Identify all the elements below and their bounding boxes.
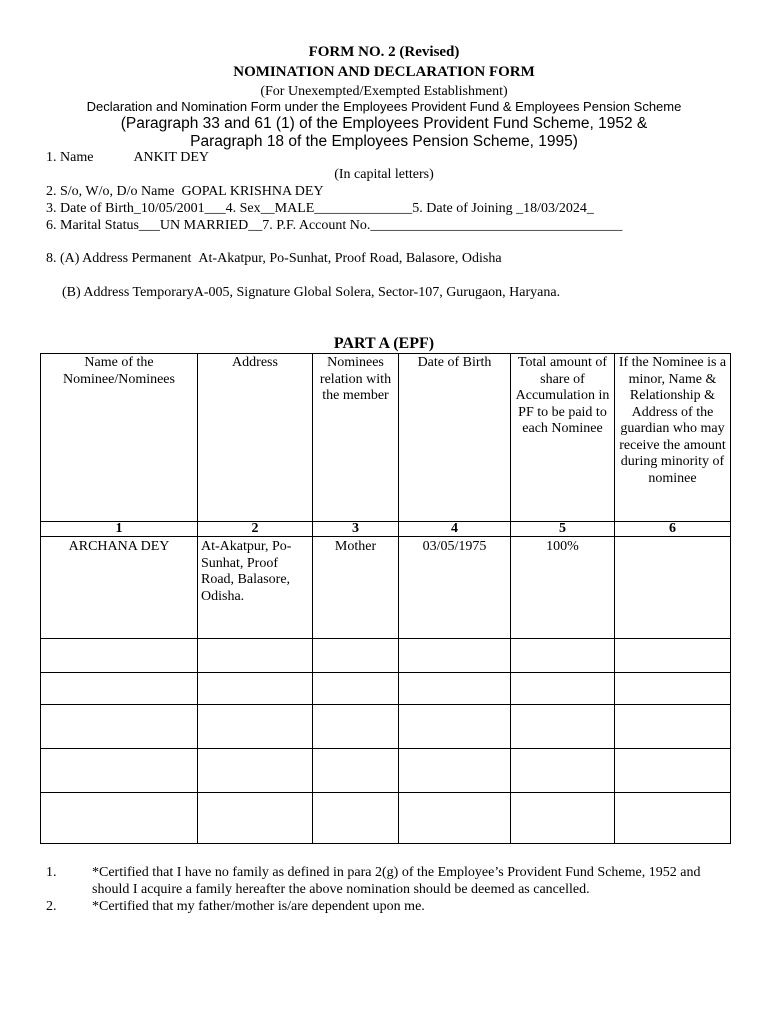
dob-sex-joining-line: 3. Date of Birth_10/05/2001___4. Sex__MALE______________5. Date of Joining _18/03/2024_	[46, 201, 594, 216]
header-address: Address	[198, 354, 313, 522]
column-number: 5	[511, 522, 615, 537]
header-share-amount: Total amount of share of Accumulation in PF to be paid to each Nominee	[511, 354, 615, 522]
permanent-address-value: At-Akatpur, Po-Sunhat, Proof Road, Balasore, Odisha	[198, 251, 502, 266]
note-text: *Certified that my father/mother is/are dependent upon me.	[92, 899, 425, 914]
declaration-line: Declaration and Nomination Form under the Employees Provident Fund & Employees Pension Scheme	[86, 99, 682, 114]
paragraph-line-2: Paragraph 18 of the Employees Pension Scheme, 1995)	[190, 133, 578, 150]
parent-name-field	[46, 184, 324, 200]
temporary-address-field	[62, 285, 560, 301]
empty-table-row	[41, 673, 731, 705]
parent-name-value: GOPAL KRISHNA DEY	[181, 184, 324, 199]
column-number: 3	[313, 522, 399, 537]
empty-table-row	[41, 705, 731, 749]
empty-table-row	[41, 749, 731, 793]
note-number: 2.	[46, 899, 57, 914]
empty-table-row	[41, 793, 731, 844]
nominee-table	[40, 353, 731, 844]
certification-notes	[46, 864, 726, 915]
column-number: 4	[399, 522, 511, 537]
nominee-guardian-cell	[615, 537, 731, 639]
note-text: *Certified that I have no family as defined in para 2(g) of the Employee’s Provident Fund Scheme, 1952 and should I acquire a family hereafter the above nomination should be deemed as cancelled.	[92, 865, 701, 897]
name-label: 1. Name	[46, 150, 94, 165]
header-guardian: If the Nominee is a minor, Name & Relationship & Address of the guardian who may receive the amount during minority of nominee	[615, 354, 731, 522]
header-nominee-name: Name of the Nominee/Nominees	[41, 354, 198, 522]
name-value: ANKIT DEY	[133, 150, 210, 165]
list-item	[46, 898, 726, 915]
nominee-name-cell: ARCHANA DEY	[41, 537, 198, 639]
empty-table-row	[41, 639, 731, 673]
nominee-address-cell: At-Akatpur, Po-Sunhat, Proof Road, Balasore, Odisha.	[198, 537, 313, 639]
form-title: NOMINATION AND DECLARATION FORM	[233, 64, 535, 80]
temporary-address-label: (B) Address Temporary	[62, 285, 194, 300]
header-relation: Nominees relation with the member	[313, 354, 399, 522]
form-number: FORM NO. 2 (Revised)	[308, 44, 460, 60]
column-number: 6	[615, 522, 731, 537]
capital-letters-note: (In capital letters)	[334, 167, 434, 182]
paragraph-line-1: (Paragraph 33 and 61 (1) of the Employees Provident Fund Scheme, 1952 &	[120, 115, 648, 132]
nominee-dob-cell: 03/05/1975	[399, 537, 511, 639]
nominee-share-cell: 100%	[511, 537, 615, 639]
note-number: 1.	[46, 865, 57, 880]
permanent-address-label: 8. (A) Address Permanent	[46, 251, 192, 266]
parent-name-label: 2. S/o, W/o, D/o Name	[46, 184, 175, 199]
table-row	[41, 537, 731, 639]
establishment-note: (For Unexempted/Exempted Establishment)	[260, 84, 508, 99]
part-a-title: PART A (EPF)	[333, 335, 435, 352]
nominee-relation-cell: Mother	[313, 537, 399, 639]
table-header-row	[41, 354, 731, 522]
column-number: 2	[198, 522, 313, 537]
column-number-row	[41, 522, 731, 537]
name-field	[46, 150, 209, 166]
temporary-address-value: A-005, Signature Global Solera, Sector-107, Gurugaon, Haryana.	[193, 285, 561, 300]
marital-pf-line: 6. Marital Status___UN MARRIED__7. P.F. Account No.____________________________________	[46, 218, 623, 233]
header-date-of-birth: Date of Birth	[399, 354, 511, 522]
list-item	[46, 864, 726, 898]
column-number: 1	[41, 522, 198, 537]
permanent-address-field	[46, 251, 502, 267]
